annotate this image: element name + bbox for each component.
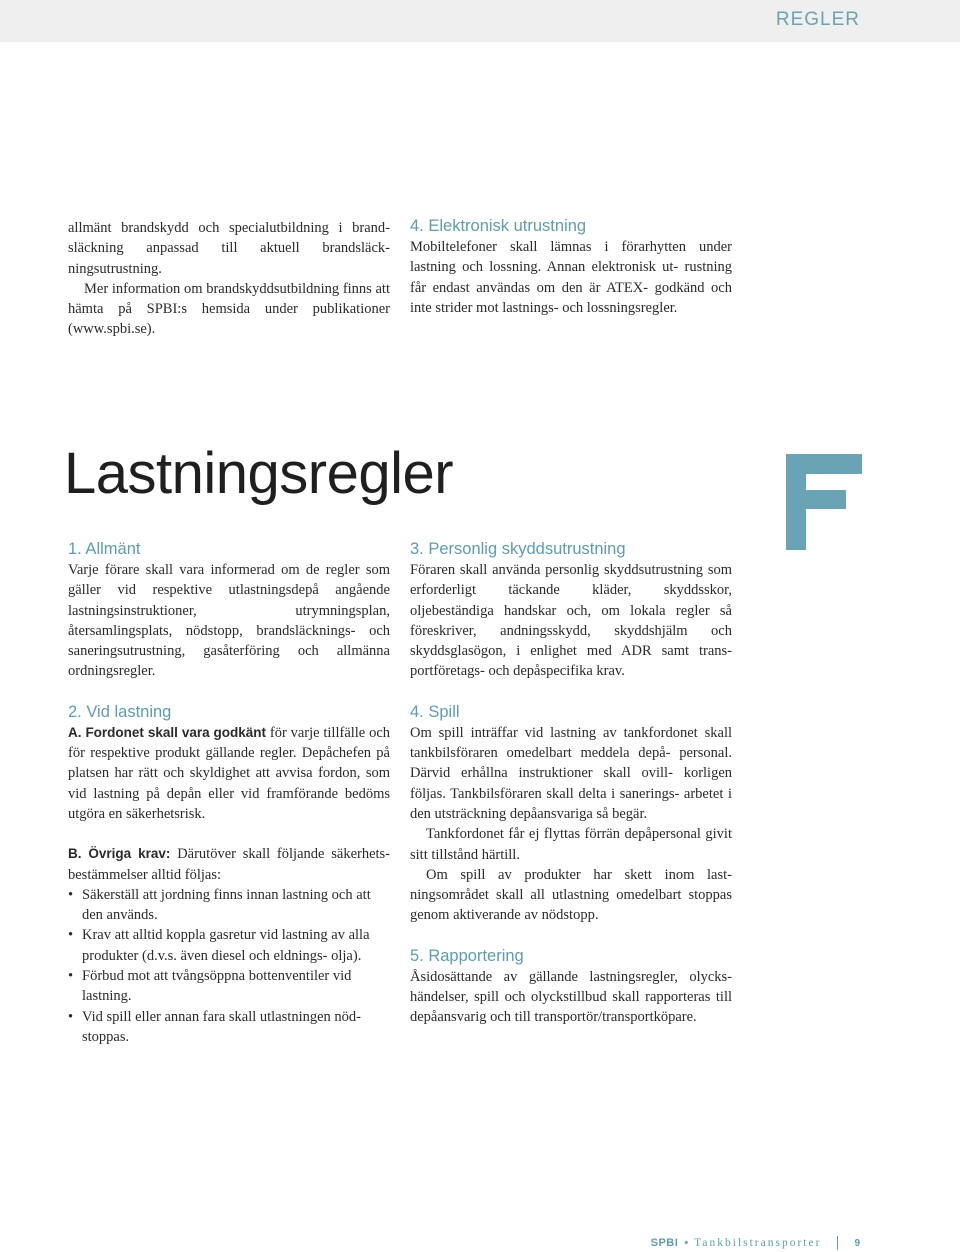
section-tag: REGLER	[775, 9, 860, 30]
intro-left-column	[68, 218, 390, 340]
list-item: • Säkerställ att jordning finns innan lastning och att den används.	[68, 885, 390, 926]
section-body: Mobiltelefoner skall lämnas i förarhytten under lastning och lossning. Annan elektronisk ut- rustning får endast användas om den är ATEX- godkänd och inte strider mot lastnings- och lossningsregler.	[410, 239, 733, 316]
requirements-list	[68, 885, 390, 1047]
section-heading-protective-equipment: 3. Personlig skyddsutrustning	[410, 540, 626, 558]
section-heading: 4. Elektronisk utrustning	[410, 217, 587, 235]
footer-brand: SPBI	[650, 1237, 679, 1249]
section-heading-general: 1. Allmänt	[68, 540, 141, 558]
electronic-equipment-section	[410, 216, 732, 318]
section-heading-loading: 2. Vid lastning	[68, 702, 172, 721]
loading-paragraph-a: A. Fordonet skall vara godkänt för varje tillfälle och för respektive produkt gällande regler. Depåchefen på platsen har rätt och skyldighet att avvisa fordon, som vid lastning på depån eller vid framförande bedöms utgöra en säkerhetsrisk.	[68, 724, 391, 822]
list-item: • Krav att alltid koppla gasretur vid lastning av alla produkter (d.v.s. även diesel och eldnings- olja).	[68, 925, 390, 966]
intro-paragraph-2: Mer information om brandskyddsutbildning finns att hämta på SPBI:s hemsida under publikationer (www.spbi.se).	[68, 280, 390, 338]
footer-publication: Tankbilstransporter	[694, 1237, 822, 1249]
paragraph-lead: A. Fordonet skall vara godkänt	[68, 724, 267, 740]
chapter-letter-f	[786, 454, 862, 550]
spill-paragraph-1: Om spill inträffar vid lastning av tankfordonet skall tankbilsföraren omedelbart meddela depå- personal. Därvid erhållna instruktioner skall ovill- korligen följas. Tankbilsföraren skall delta i sanerings- arbetet i den utsträckning depåansvariga så begär.	[410, 724, 733, 822]
list-item: • Vid spill eller annan fara skall utlastningen nöd- stoppas.	[68, 1007, 390, 1048]
right-main-column	[410, 539, 732, 1028]
page-footer	[651, 1236, 860, 1250]
paragraph-lead: B. Övriga krav:	[68, 846, 171, 862]
loading-paragraph-b: B. Övriga krav: Därutöver skall följande säkerhets- bestämmelser alltid följas:	[68, 846, 391, 883]
footer-separator: •	[684, 1237, 689, 1249]
spill-paragraph-3: Om spill av produkter har skett inom last- ningsområdet skall all utlastning omedelbart stoppas genom aktiverande av nödstopp.	[410, 866, 732, 924]
footer-divider	[837, 1236, 838, 1250]
protective-equipment-body: Föraren skall använda personlig skyddsutrustning som erforderligt täckande kläder, skyddsskor, oljebeständiga handskar och, om lokala regler så föreskriver, andningsskydd, skyddshjälm och skyddsglasögon, i enlighet med ADR samt trans- portföretags- och depåspecifika krav.	[410, 562, 732, 680]
left-main-column	[68, 539, 390, 1047]
section-heading-reporting: 5. Rapportering	[410, 946, 524, 965]
intro-paragraph-1: allmänt brandskydd och specialutbildning i brand- släckning anpassad till aktuell brandsläck- ningsutrustning.	[68, 220, 390, 277]
reporting-body: Åsidosättande av gällande lastningsregler, olycks- händelser, spill och olyckstillbud skall rapporteras till depåansvarig och till transportör/transportköpare.	[410, 968, 733, 1026]
general-body: Varje förare skall vara informerad om de regler som gäller vid respektive utlastningsdepå angående lastningsinstruktioner, utrymningsplan, återsamlingsplats, nödstopp, brandsläcknings- och saneringsutrustning, gasåterföring och allmänna ordningsregler.	[68, 562, 390, 680]
section-heading-spill: 4. Spill	[410, 702, 460, 721]
page-title: Lastningsregler	[64, 441, 454, 506]
spill-paragraph-2: Tankfordonet får ej flyttas förrän depåpersonal givit sitt tillstånd härtill.	[410, 826, 732, 863]
page-number: 9	[854, 1237, 860, 1249]
list-item: • Förbud mot att tvångsöppna bottenventiler vid lastning.	[68, 966, 390, 1007]
